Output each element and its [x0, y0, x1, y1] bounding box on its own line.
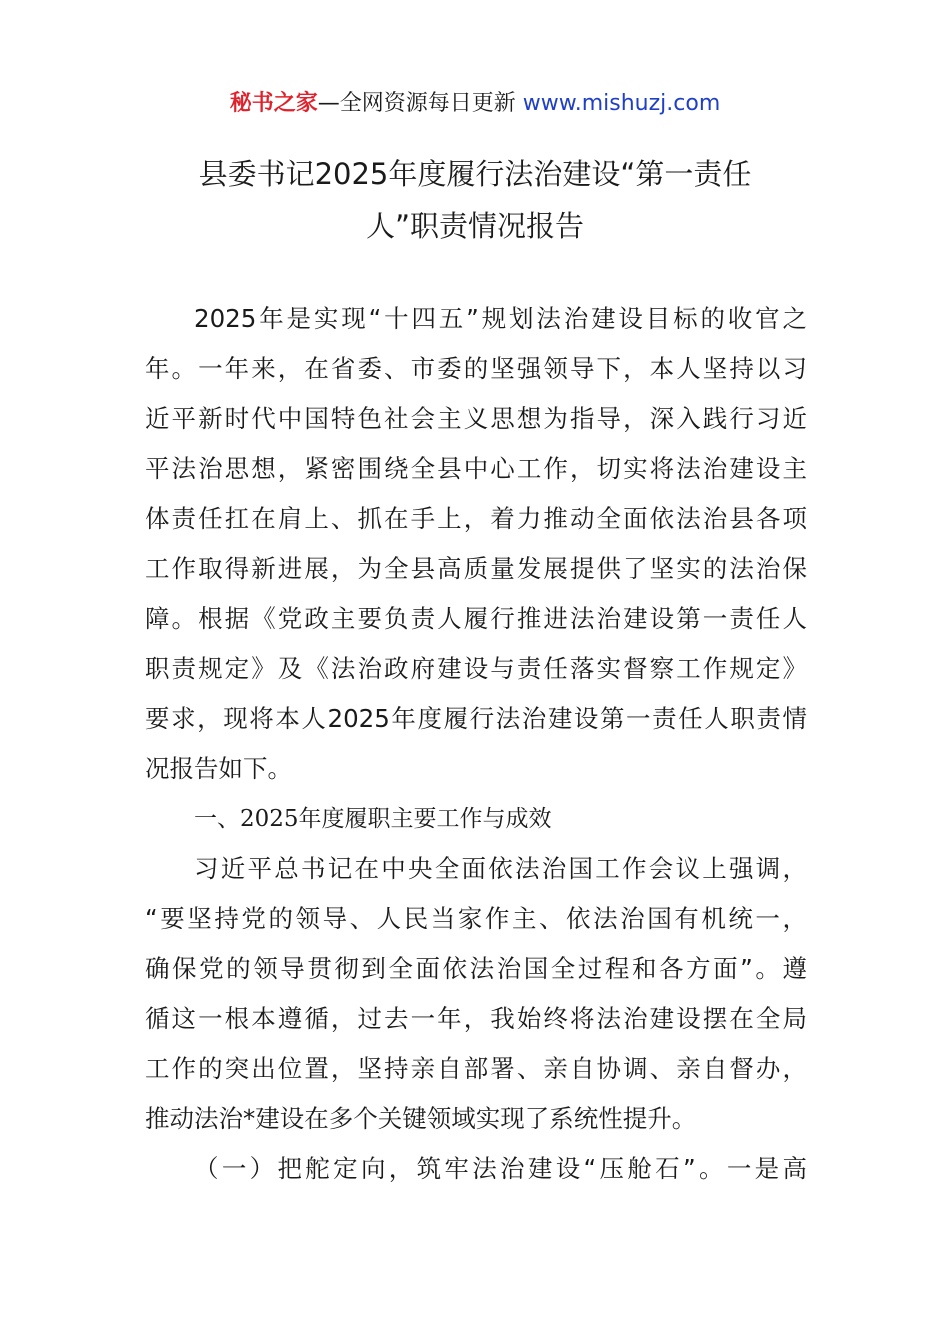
text-line: 确保党的领导贯彻到全面依法治国全过程和各方面”。遵: [145, 954, 807, 983]
text-line: 要求，现将本人2025年度履行法治建设第一责任人职责情: [145, 704, 807, 733]
text-line: （一）把舵定向，筑牢法治建设“压舱石”。一是高: [194, 1154, 807, 1183]
text-line: 推动法治*建设在多个关键领域实现了系统性提升。: [145, 1104, 697, 1133]
paragraph-subsection-1: [145, 1144, 807, 1194]
text-line: 习近平总书记在中央全面依法治国工作会议上强调，: [194, 854, 807, 883]
text-line: 年。一年来，在省委、市委的坚强领导下，本人坚持以习: [145, 354, 807, 383]
title-line-2: 人”职责情况报告: [365, 209, 585, 243]
text-line: 2025年是实现“十四五”规划法治建设目标的收官之: [194, 304, 807, 333]
paragraph-section-1: [145, 844, 807, 1144]
text-line: “要坚持党的领导、人民当家作主、依法治国有机统一，: [145, 904, 807, 933]
text-line: 障。根据《党政主要负责人履行推进法治建设第一责任人: [145, 604, 807, 633]
header-tagline: —全网资源每日更新: [317, 91, 523, 116]
text-line: 近平新时代中国特色社会主义思想为指导，深入践行习近: [145, 404, 807, 433]
document-body: [145, 294, 807, 1194]
brand-name: 秘书之家: [229, 91, 318, 116]
text-line: 工作取得新进展，为全县高质量发展提供了坚实的法治保: [145, 554, 807, 583]
text-line: 体责任扛在肩上、抓在手上，着力推动全面依法治县各项: [145, 504, 807, 533]
text-line: 职责规定》及《法治政府建设与责任落实督察工作规定》: [145, 654, 807, 683]
text-line: 工作的突出位置，坚持亲自部署、亲自协调、亲自督办，: [145, 1054, 807, 1083]
text-line: 循这一根本遵循，过去一年，我始终将法治建设摆在全局: [145, 1004, 807, 1033]
title-line-1: 县委书记2025年度履行法治建设“第一责任: [198, 157, 752, 191]
document-title: [145, 148, 805, 252]
site-url-link[interactable]: www.mishuzj.com: [522, 91, 721, 116]
paragraph-intro: [145, 294, 807, 794]
text-line: 平法治思想，紧密围绕全县中心工作，切实将法治建设主: [145, 454, 807, 483]
text-line: 况报告如下。: [145, 754, 292, 783]
section-heading-1: 一、2025年度履职主要工作与成效: [194, 806, 552, 832]
site-header: [0, 88, 950, 120]
